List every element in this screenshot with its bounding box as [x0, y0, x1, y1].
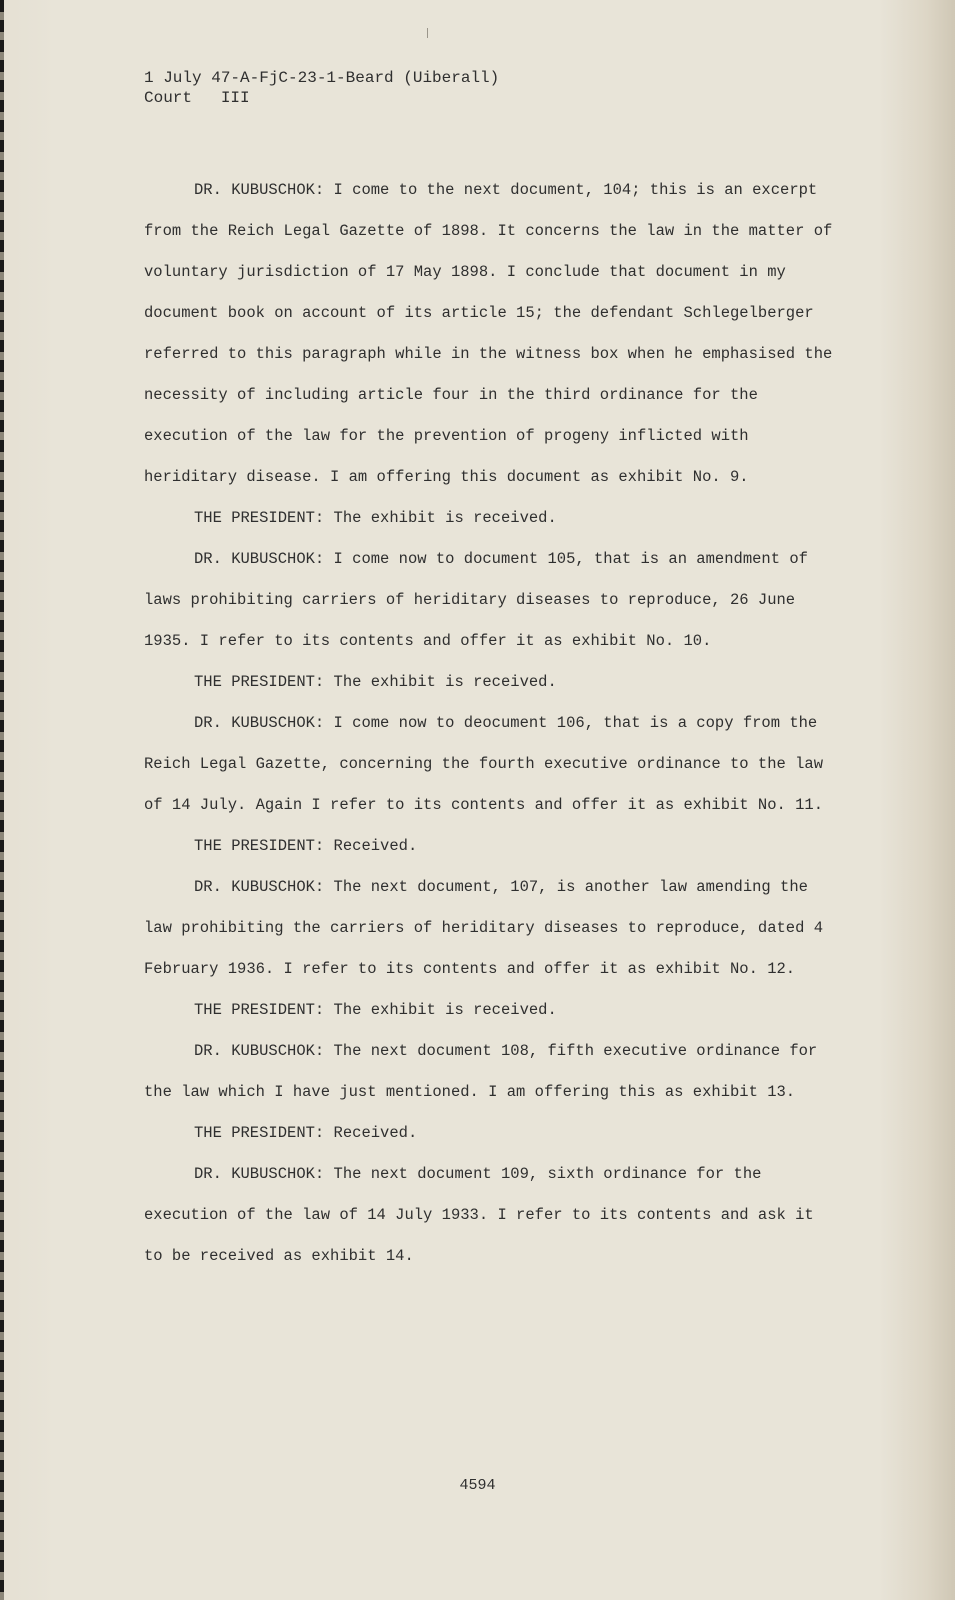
header-line-1: 1 July 47-A-FjC-23-1-Beard (Uiberall) [144, 69, 500, 87]
document-header [144, 68, 499, 108]
statement: The exhibit is received. [333, 673, 557, 691]
speaker: THE PRESIDENT: [194, 837, 325, 855]
statement: The exhibit is received. [333, 1001, 557, 1019]
statement: The next document, 107, is another law amending the law prohibiting the carriers of heriditary diseases to reproduce, dated 4 February 1936. I refer to its contents and offer it as exhibit No. 12. [144, 878, 824, 978]
statement: The next document 108, fifth executive ordinance for the law which I have just mentioned. I am offering this as exhibit 13. [144, 1042, 818, 1101]
speaker: THE PRESIDENT: [194, 1124, 325, 1142]
speaker: DR. KUBUSCHOK: [194, 1165, 325, 1183]
statement: Received. [333, 837, 418, 855]
speaker: DR. KUBUSCHOK: [194, 550, 325, 568]
statement: I come to the next document, 104; this is an excerpt from the Reich Legal Gazette of 1898. It concerns the law in the matter of voluntary jurisdiction of 17 May 1898. I conclude that document in my document book on account of its article 15; the defendant Schlegelberger referred to this paragraph while in the witness box when he emphasised the necessity of including article four in the third ordinance for the execution of the law for the prevention of progeny inflicted with heriditary disease. I am offering this document as exhibit No. 9. [144, 181, 833, 486]
paragraph [144, 170, 834, 498]
paragraph [144, 703, 834, 826]
speaker: DR. KUBUSCHOK: [194, 181, 325, 199]
speaker: THE PRESIDENT: [194, 673, 325, 691]
page-number: 4594 [459, 1477, 496, 1494]
header-line-2: Court III [144, 89, 250, 107]
paragraph [144, 662, 834, 703]
statement: I come now to deocument 106, that is a copy from the Reich Legal Gazette, concerning the fourth executive ordinance to the law of 14 July. Again I refer to its contents and offer it as exhibit No. 11. [144, 714, 824, 814]
paragraph [144, 1031, 834, 1113]
transcript-body [144, 170, 834, 1277]
speaker: THE PRESIDENT: [194, 509, 325, 527]
paragraph [144, 1154, 834, 1277]
statement: The next document 109, sixth ordinance for the execution of the law of 14 July 1933. I refer to its contents and ask it to be received as exhibit 14. [144, 1165, 814, 1265]
fold-mark [427, 28, 428, 38]
paragraph [144, 1113, 834, 1154]
binding-edge [0, 0, 4, 1600]
speaker: DR. KUBUSCHOK: [194, 878, 325, 896]
paragraph [144, 498, 834, 539]
speaker: DR. KUBUSCHOK: [194, 1042, 325, 1060]
statement: The exhibit is received. [333, 509, 557, 527]
speaker: DR. KUBUSCHOK: [194, 714, 325, 732]
paragraph [144, 867, 834, 990]
statement: I come now to document 105, that is an amendment of laws prohibiting carriers of heriditary diseases to reproduce, 26 June 1935. I refer to its contents and offer it as exhibit No. 10. [144, 550, 808, 650]
paragraph [144, 990, 834, 1031]
speaker: THE PRESIDENT: [194, 1001, 325, 1019]
paragraph [144, 539, 834, 662]
statement: Received. [333, 1124, 418, 1142]
paragraph [144, 826, 834, 867]
